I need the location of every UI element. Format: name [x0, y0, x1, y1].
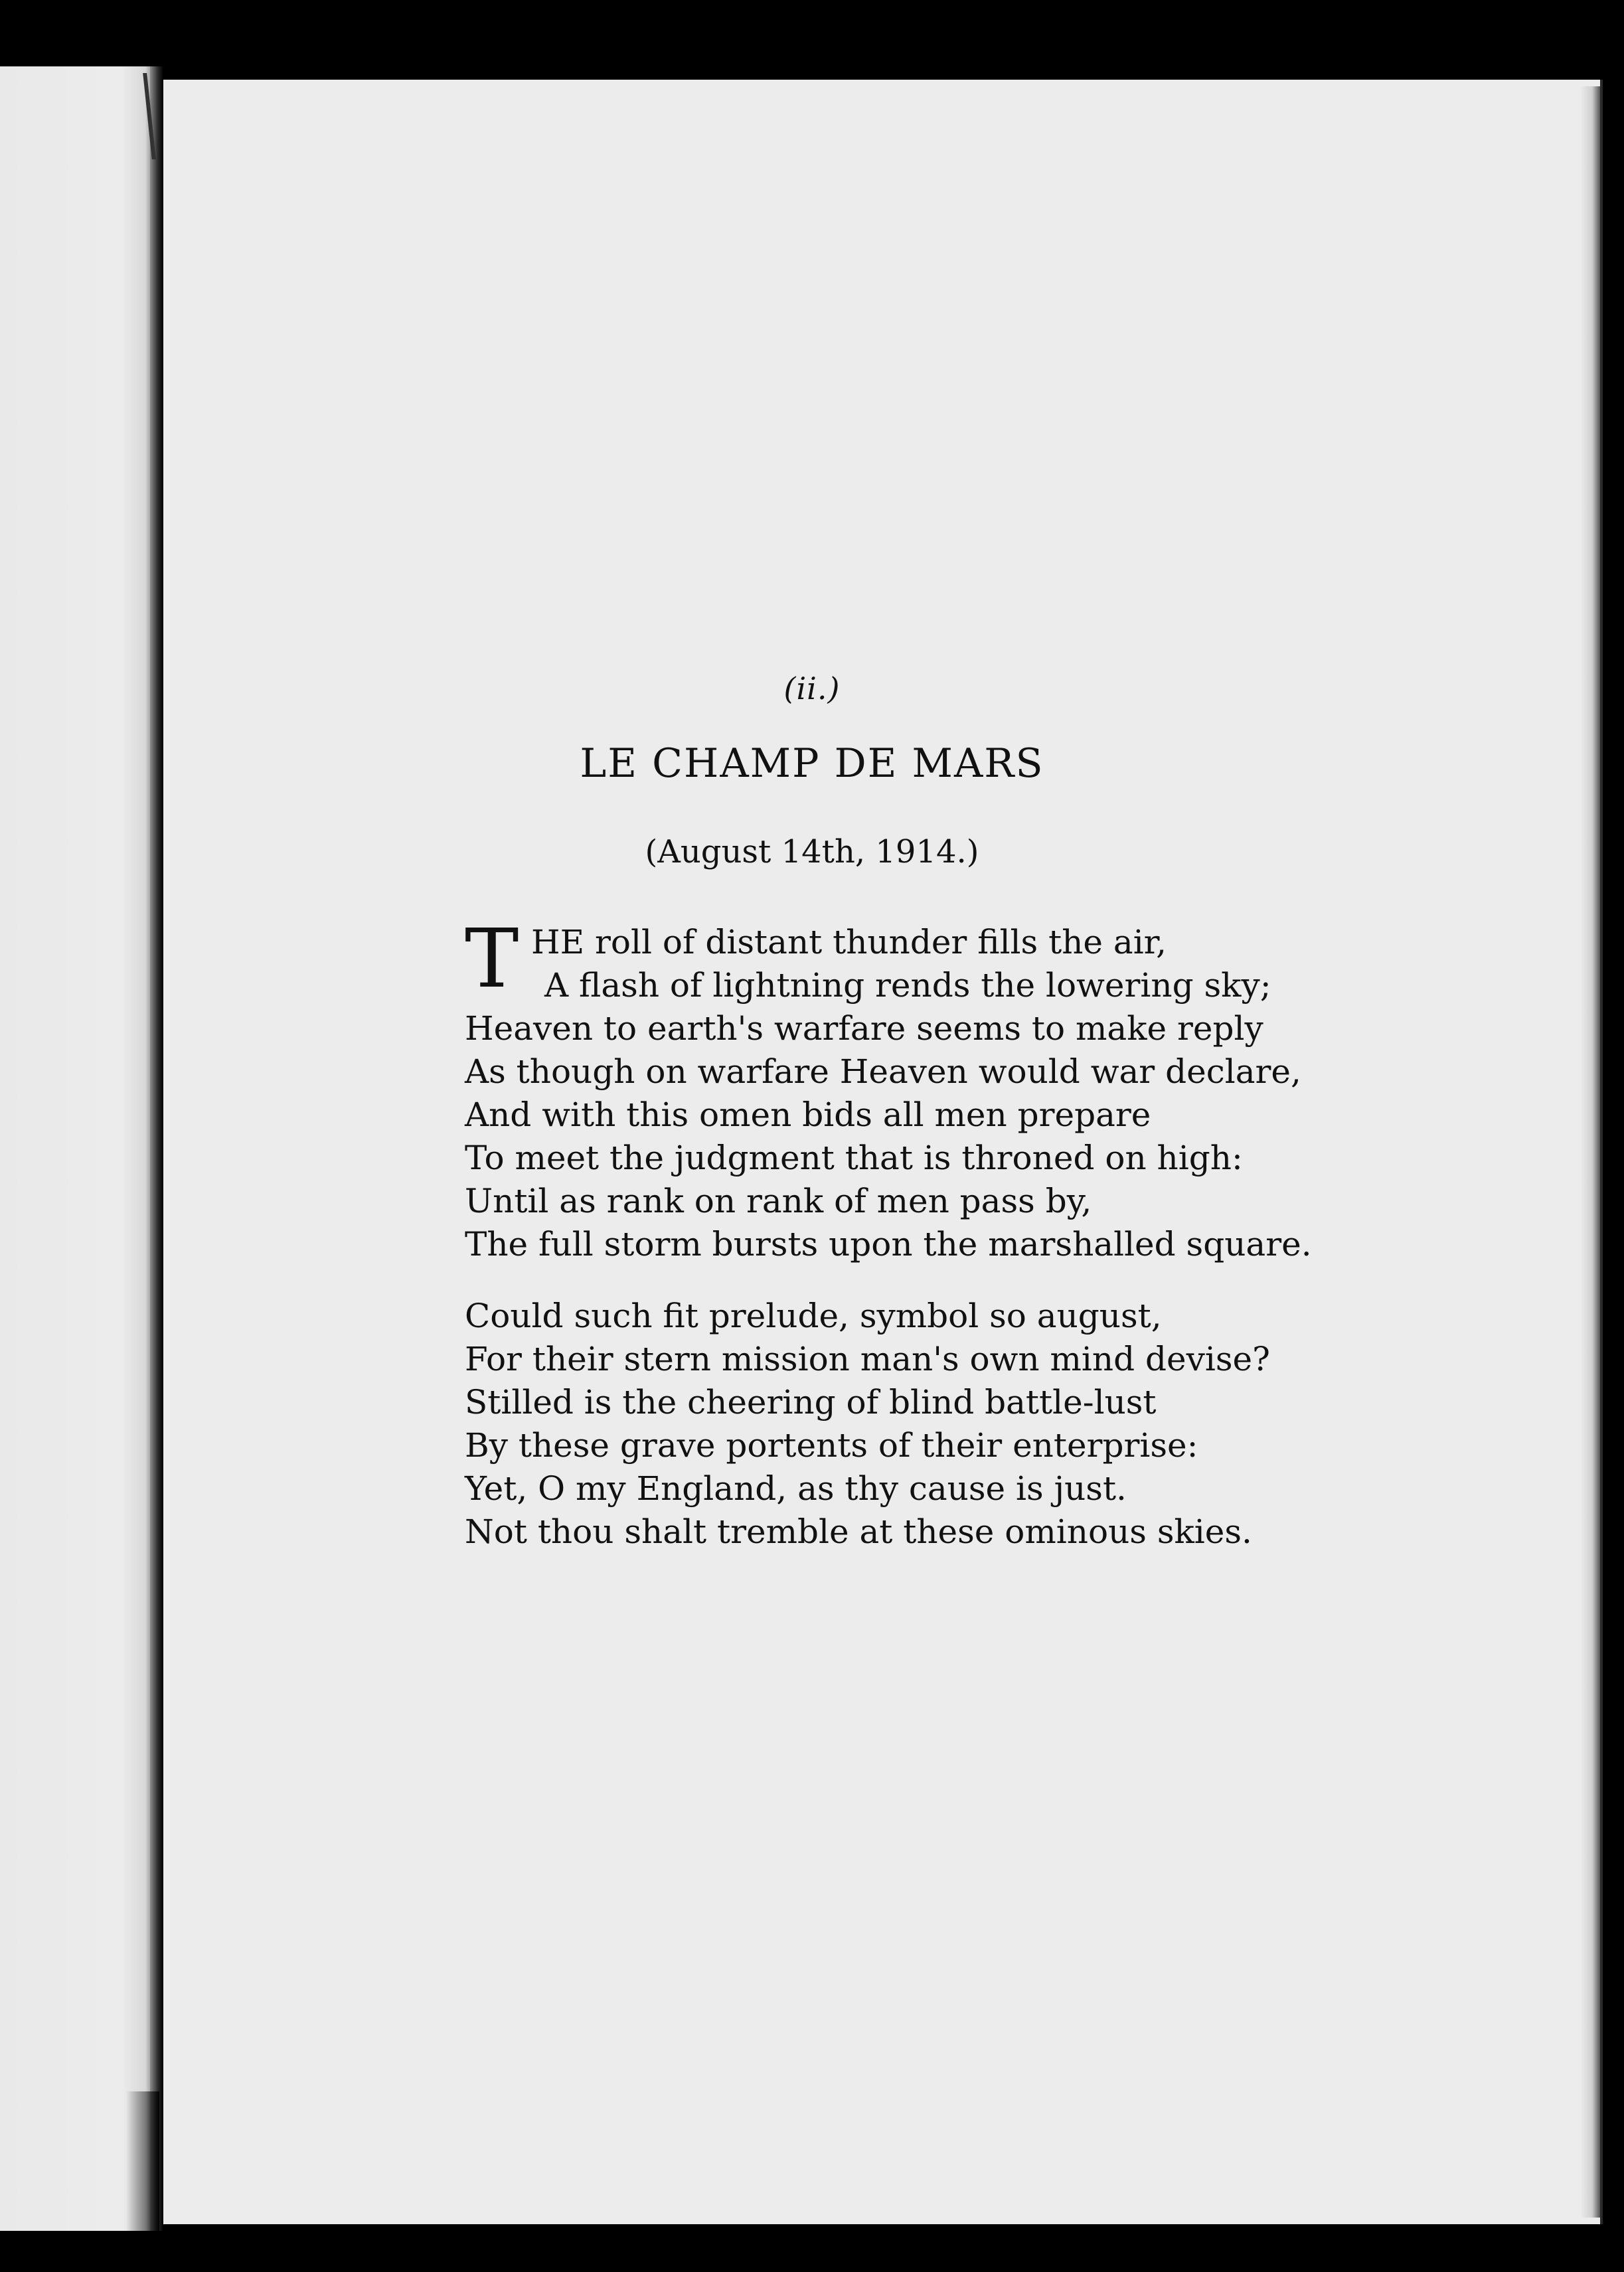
poem-line-5: And with this omen bids all men prepare: [465, 1095, 1151, 1134]
gutter-shadow: [126, 2091, 159, 2231]
poem-line-6: To meet the judgment that is throned on high:: [465, 1139, 1243, 1177]
stanza-2: [465, 1295, 1328, 1554]
stanza-1: [465, 912, 1328, 1266]
poem-date: (August 14th, 1914.): [645, 833, 979, 870]
page-right-edge: [1580, 86, 1600, 2218]
book-gutter: [150, 66, 163, 2231]
poem-line-10: For their stern mission man's own mind devise?: [465, 1340, 1270, 1378]
poem-line-14: Not thou shalt tremble at these ominous skies.: [465, 1512, 1252, 1551]
poem-line-13: Yet, O my England, as thy cause is just.: [465, 1469, 1127, 1508]
poem-line-9: Could such fit prelude, symbol so august,: [465, 1297, 1162, 1335]
poem-line-8: The full storm bursts upon the marshalled square.: [465, 1225, 1312, 1263]
poem-title: LE CHAMP DE MARS: [580, 740, 1044, 787]
previous-page-edge: [0, 66, 151, 2231]
poem-line-12: By these grave portents of their enterprise:: [465, 1426, 1198, 1465]
poem-line-text: HE roll of distant thunder fills the air,: [531, 923, 1167, 961]
poem-line-7: Until as rank on rank of men pass by,: [465, 1182, 1092, 1220]
poem-line-4: As though on warfare Heaven would war declare,: [465, 1052, 1301, 1091]
poem-line-11: Stilled is the cheering of blind battle-lust: [465, 1383, 1157, 1421]
section-number: (ii.): [783, 671, 841, 706]
drop-cap: T: [465, 912, 519, 1006]
poem-line-2: A flash of lightning rends the lowering sky;: [544, 966, 1271, 1005]
poem-line-3: Heaven to earth's warfare seems to make reply: [465, 1009, 1263, 1048]
